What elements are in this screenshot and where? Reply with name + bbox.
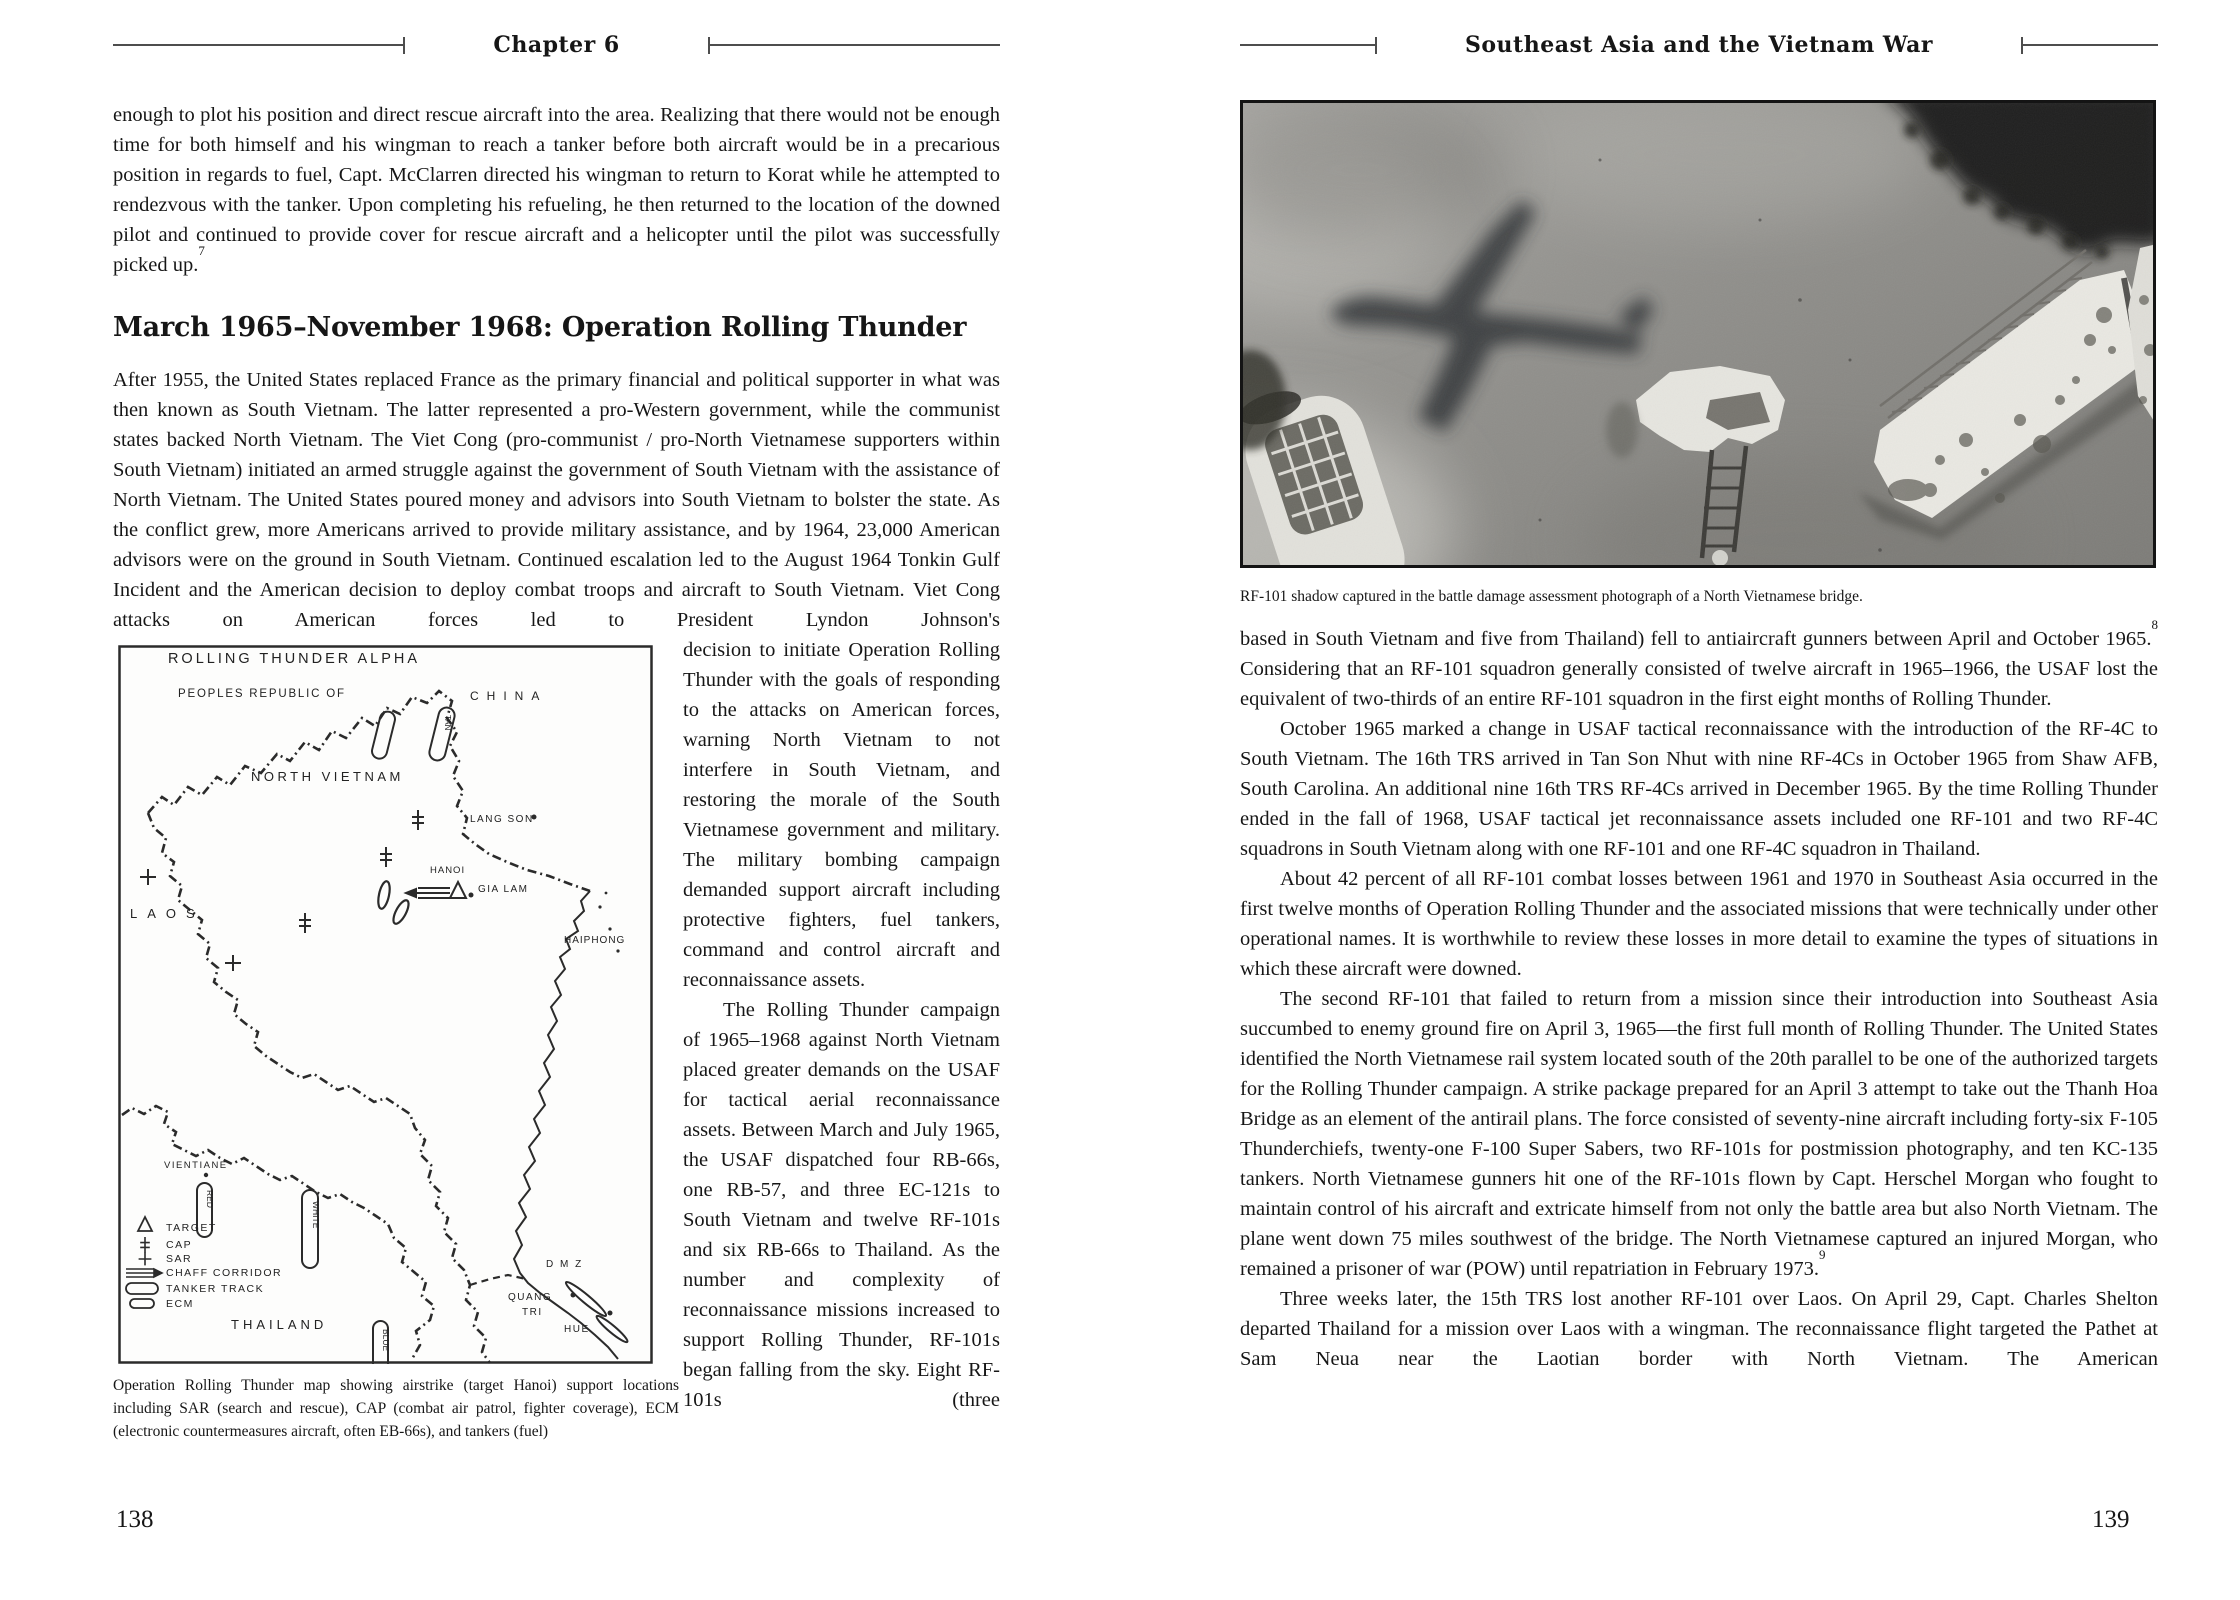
footnote-ref-9: 9 bbox=[1818, 1247, 1826, 1263]
paragraph-based bbox=[1240, 617, 2158, 714]
paragraph-second-rf101 bbox=[1240, 984, 2158, 1284]
label-laos: LAOS bbox=[130, 906, 205, 921]
label-hanoi: HANOI bbox=[430, 865, 466, 876]
running-head-rule bbox=[2021, 44, 2158, 46]
paragraph-text: based in South Vietnam and five from Thailand) fell to antiaircraft gunners between April and October 1965. bbox=[1240, 628, 2152, 650]
paragraph-campaign: The Rolling Thunder campaign of 1965–1968 against North Vietnam placed greater demands on the USAF for tactical aerial reconnaissance assets. Between March and July 1965, the USAF dispatched four RB-66s, one RB-57, and three EC-121s to South Vietnam and twelve RF-101s and six RB-66s to Thailand. As the number and complexity of reconnaissance missions increased to support Rolling Thunder, RF-101s began falling from the sky. Eight RF-101s (three bbox=[683, 999, 1000, 1411]
map-title: ROLLING THUNDER ALPHA bbox=[167, 651, 421, 667]
paragraph-after-1955: After 1955, the United States replaced France as the primary financial and political supporter in what was then known as South Vietnam. The latter represented a pro-Western government, while the communist states backed North Vietnam. The Viet Cong (pro-communist / pro-North Vietnamese supporters within South Vietnam) initiated an armed struggle against the government of South Vietnam with the assistance of North Vietnam. The United States poured money and advisors into South Vietnam to bolster the state. As the conflict grew, more Americans arrived to provide military assistance, and by 1964, 23,000 American advisors were on the ground in South Vietnam. Continued escalation led to the August 1964 Tonkin Gulf Incident and the American decision to deploy combat troops and aircraft to South Vietnam. Viet Cong attacks on American forces led to President Lyndon Johnson's bbox=[113, 369, 1000, 631]
map-caption: Operation Rolling Thunder map showing airstrike (target Hanoi) support locations including SAR (search and rescue), CAP (combat air patrol, fighter coverage), ECM (electronic countermeasures aircraft, often EB-66s), and tankers (fuel) bbox=[113, 1377, 679, 1440]
page-number-left: 138 bbox=[116, 1506, 154, 1533]
photo-figure bbox=[1240, 100, 2158, 608]
running-head-title: Chapter 6 bbox=[493, 32, 620, 58]
label-gia-lam: GIA LAM bbox=[478, 884, 529, 895]
bda-photo bbox=[1240, 100, 2156, 568]
paragraph-after-1955-wrap: decision to initiate Operation Rolling Thunder with the goals of responding to the attacks on American forces, warning North Vietnam to not interfere in South Vietnam, and restoring the morale of the South Vietnamese government and military. The military bombing campaign demanded support aircraft including protective fighters, fuel tankers, command and control aircraft and reconnaissance assets. bbox=[683, 639, 1000, 991]
running-head-rule bbox=[1240, 44, 1377, 46]
paragraph-about: About 42 percent of all RF-101 combat losses between 1961 and 1970 in Southeast Asia occurred in the first twelve months of Operation Rolling Thunder and the associated missions that were technically under other operational names. It is worthwhile to review these losses in more detail to examine the types of situations in which these aircraft were downed. bbox=[1240, 868, 2158, 980]
legend-label: SAR bbox=[166, 1253, 193, 1265]
paragraph-continuation bbox=[113, 100, 1000, 280]
paragraph-three-weeks: Three weeks later, the 15th TRS lost another RF-101 over Laos. On April 29, Capt. Charles Shelton departed Thailand for a mission over Laos with a wingman. The reconnaissance flight targeted the Pathet at Sam Neua near the Laotian border with North Vietnam. The American bbox=[1240, 1288, 2158, 1370]
page-left bbox=[113, 30, 1000, 1443]
label-thailand: THAILAND bbox=[231, 1317, 328, 1332]
page-number-right: 139 bbox=[2092, 1506, 2130, 1533]
svg-text:BLUE: BLUE bbox=[381, 1329, 391, 1352]
label-quang-tri: TRI bbox=[522, 1307, 543, 1318]
svg-text:TAN: TAN bbox=[443, 715, 452, 731]
paragraph-text: The second RF-101 that failed to return from a mission since their introduction into Southeast Asia succumbed to enemy ground fire on April 3, 1965—the first full month of Rolling Thunder. The United States identified the North Vietnamese rail system located south of the 20th parallel to be one of the authorized targets for the Rolling Thunder campaign. A strike package prepared for an April 3 attempt to take out the Thanh Hoa Bridge as an element of the antirail plans. The force consisted of seventy-nine aircraft including forty-six F-105 Thunderchiefs, twenty-one F-100 Super Sabers, two RF-101s for postmission photography, and ten KC-135 tankers. North Vietnamese gunners hit one of the RF-101s flown by Capt. Herschel Morgan who fought to maintain control of his aircraft and extricate himself from not only the battle area but also North Vietnam. The plane went down 75 miles southwest of the bridge. The North Vietnamese captured an injured Morgan, who remained a prisoner of war (POW) until repatriation in February 1973. bbox=[1240, 988, 2158, 1280]
page-right bbox=[1240, 30, 2158, 1374]
right-page-text bbox=[1240, 617, 2158, 1374]
legend-label: TARGET bbox=[166, 1222, 217, 1234]
label-north-vietnam: NORTH VIETNAM bbox=[251, 769, 404, 784]
running-head-rule bbox=[113, 44, 405, 46]
footnote-ref-7: 7 bbox=[198, 243, 205, 259]
paragraph-text: Considering that an RF-101 squadron generally consisted of twelve aircraft in 1965–1966, the USAF lost the equivalent of two-thirds of an entire RF-101 squadron in the first eight months of Rolling Thunder. bbox=[1240, 658, 2158, 710]
svg-text:WHITE: WHITE bbox=[311, 1201, 321, 1229]
paragraph-october: October 1965 marked a change in USAF tactical reconnaissance with the introduction of the RF-4C to South Vietnam. The 16th TRS arrived in Tan Son Nhut with nine RF-4Cs in October 1965 from Shaw AFB, South Carolina. An additional nine 16th TRS RF-4Cs arrived in December 1965. By the time Rolling Thunder ended in the fall of 1968, USAF tactical jet reconnaissance assets included one RF-101 and two RF-4C squadrons in South Vietnam along with one RF-101 and one RF-4C squadron in Thailand. bbox=[1240, 718, 2158, 860]
running-head-rule bbox=[708, 44, 1000, 46]
label-dmz: D M Z bbox=[546, 1259, 584, 1270]
legend-label: TANKER TRACK bbox=[166, 1283, 265, 1295]
running-head-right bbox=[1240, 30, 2158, 60]
legend-label: CHAFF CORRIDOR bbox=[166, 1267, 283, 1279]
map-figure bbox=[113, 645, 683, 1443]
legend-label: ECM bbox=[166, 1298, 194, 1310]
paragraph-text: enough to plot his position and direct rescue aircraft into the area. Realizing that there would not be enough time for both himself and his wingman to reach a tanker before both aircraft would be in a precarious position in regards to fuel, Capt. McClarren directed his wingman to return to Korat while he attempted to rendezvous with the tanker. Upon completing his refueling, he then returned to the location of the downed pilot and continued to provide cover for rescue aircraft and a helicopter until the pilot was successfully picked up. bbox=[113, 104, 1000, 276]
photo-caption: RF-101 shadow captured in the battle damage assessment photograph of a North Vietnamese bridge. bbox=[1240, 588, 1863, 605]
label-quang-tri: QUANG bbox=[508, 1292, 553, 1303]
running-head-left bbox=[113, 30, 1000, 60]
footnote-ref-8: 8 bbox=[2151, 617, 2158, 633]
rolling-thunder-map bbox=[118, 645, 653, 1364]
legend-label: CAP bbox=[166, 1239, 193, 1251]
svg-text:RED: RED bbox=[205, 1190, 215, 1208]
running-head-title: Southeast Asia and the Vietnam War bbox=[1464, 32, 1934, 58]
label-vientiane: VIENTIANE bbox=[164, 1160, 228, 1171]
label-peoples-republic: PEOPLES REPUBLIC OF bbox=[178, 688, 346, 700]
label-china: CHINA bbox=[470, 689, 548, 703]
label-hue: HUE bbox=[564, 1324, 590, 1335]
label-lang-son: LANG SON bbox=[470, 814, 534, 825]
section-heading: March 1965–November 1968: Operation Rolling Thunder bbox=[113, 312, 967, 343]
label-haiphong: HAIPHONG bbox=[564, 935, 626, 946]
